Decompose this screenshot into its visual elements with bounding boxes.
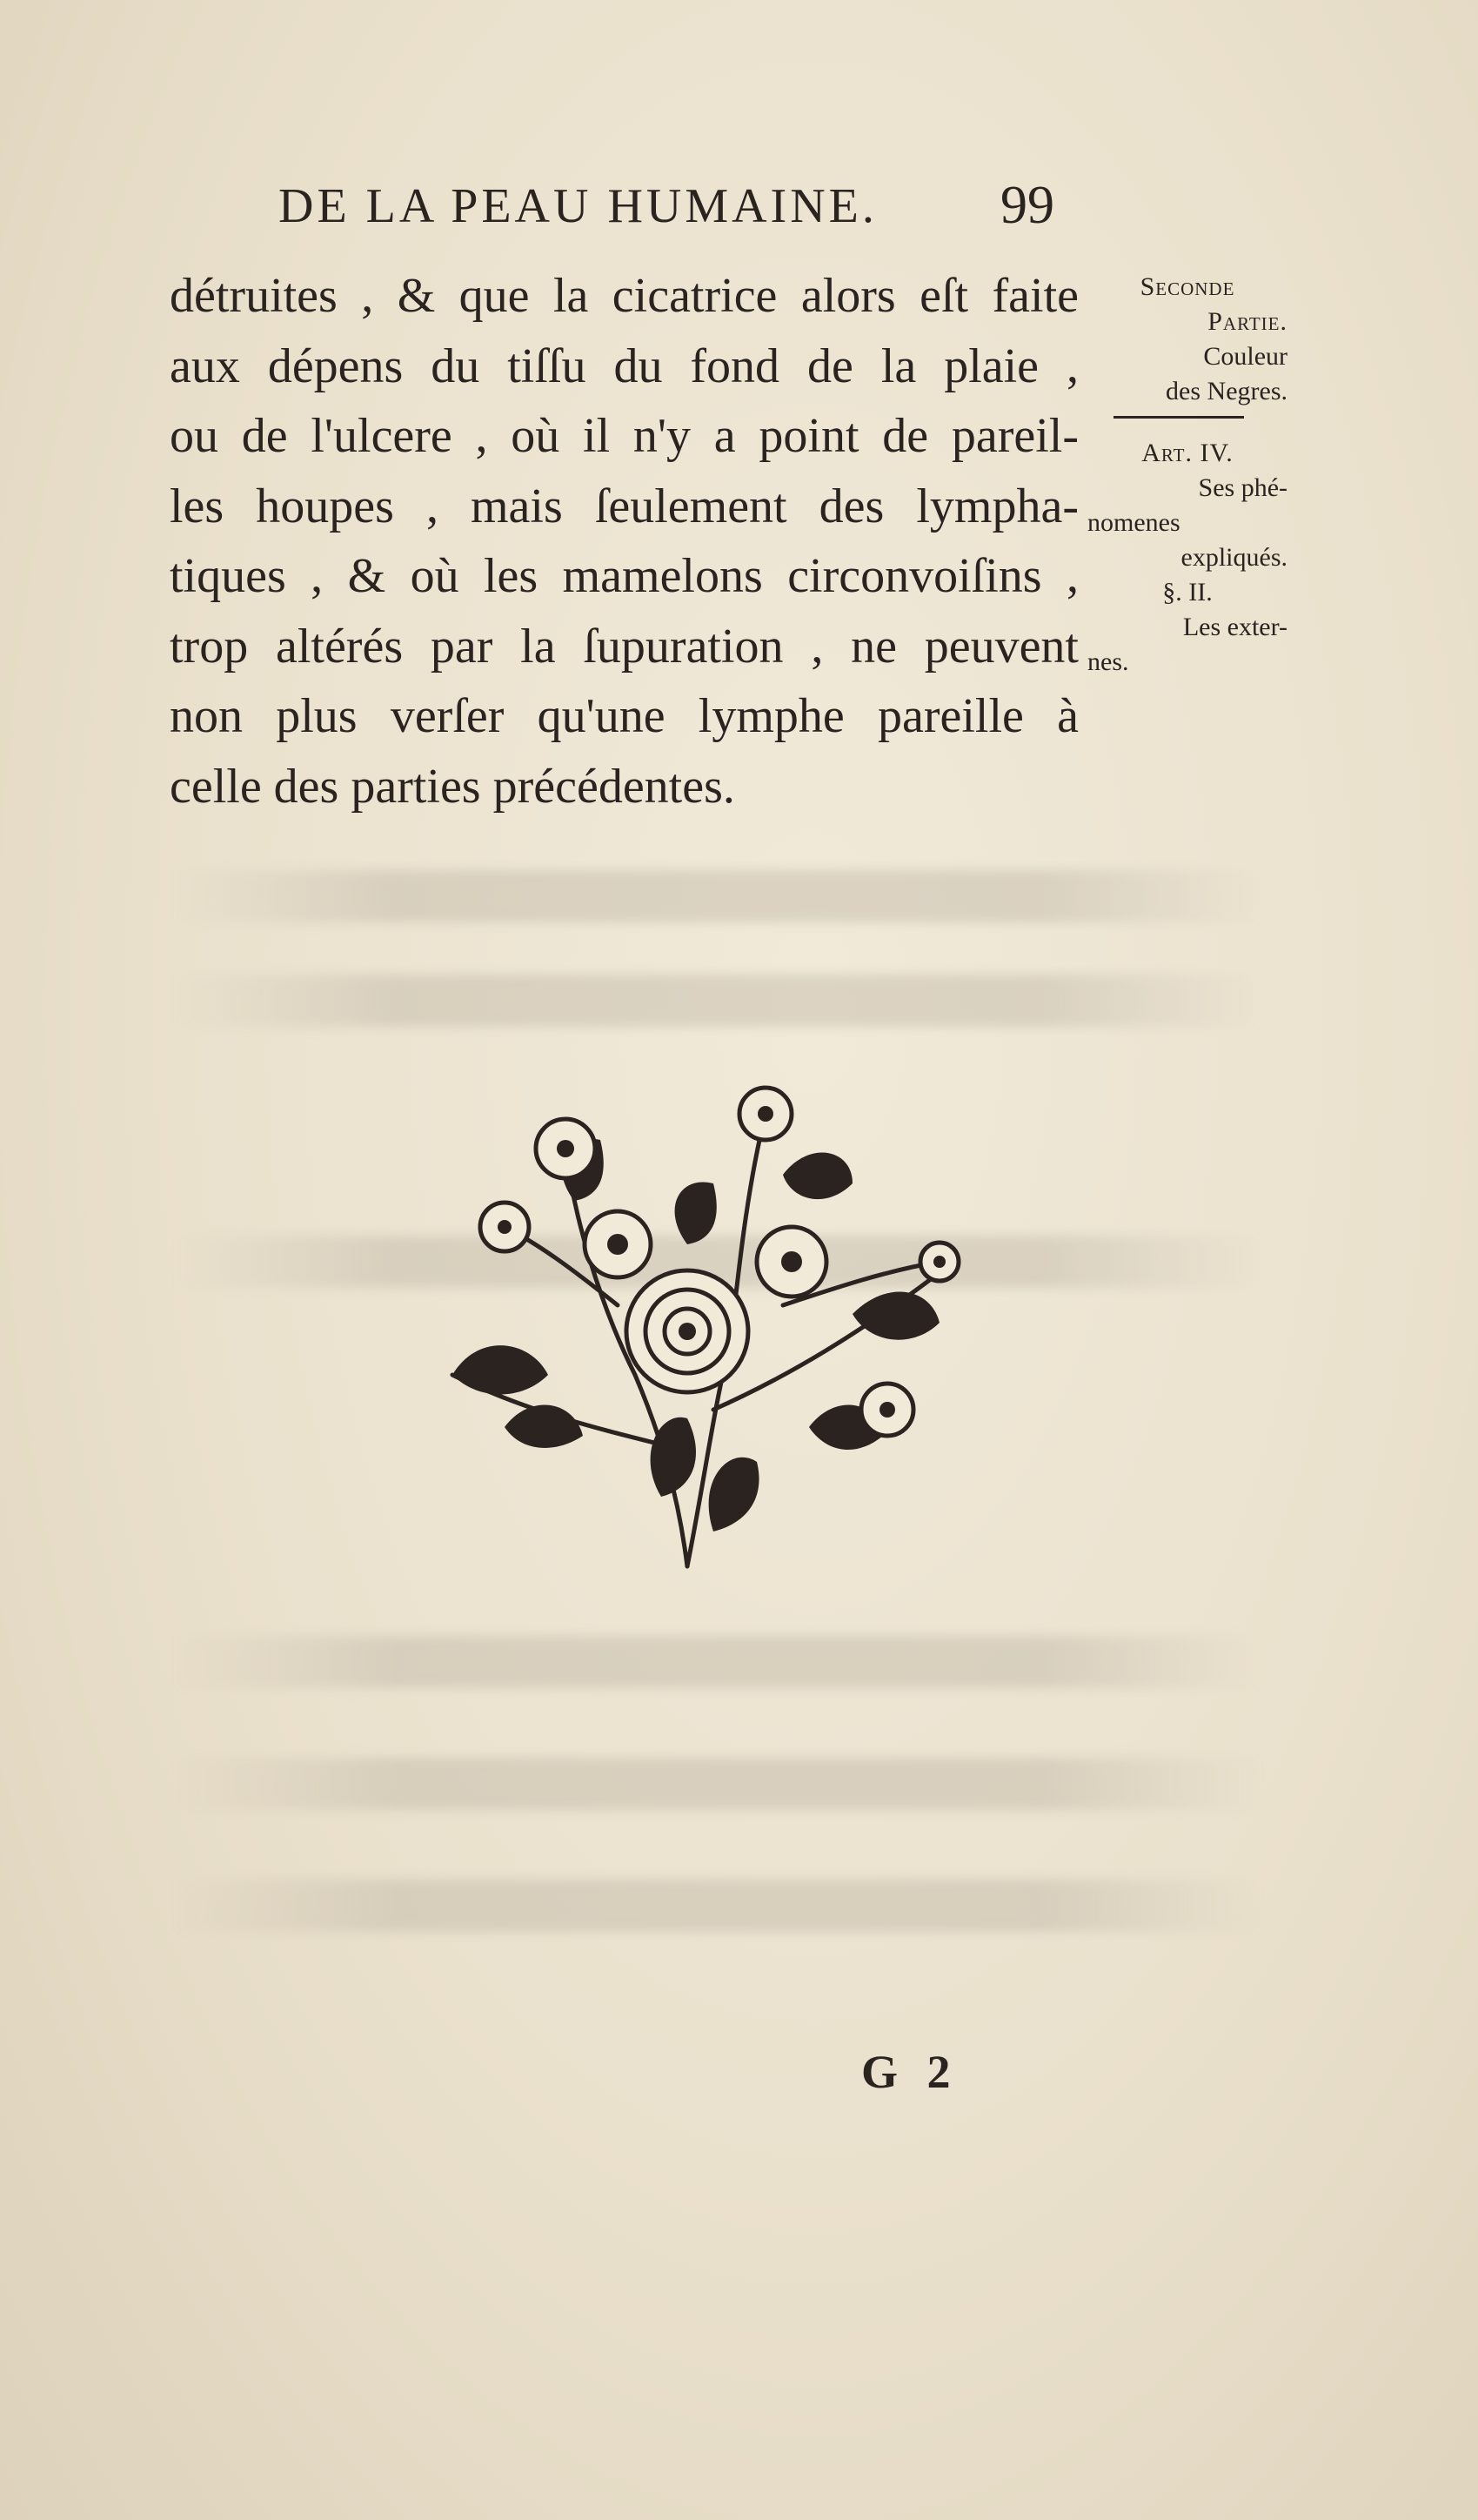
body-text: [170, 261, 1079, 821]
show-through-band: [174, 1758, 1261, 1810]
show-through-band: [174, 1880, 1261, 1932]
text-line: aux dépens du tiſſu du fond de la plaie ,: [170, 338, 1079, 393]
margin-topic: des Negres.: [1166, 377, 1287, 405]
text-line: tiques , & où les mamelons circonvoiſins ,: [170, 549, 1079, 603]
floral-ornament-icon: [400, 1044, 992, 1584]
margin-rule: [1114, 416, 1244, 419]
margin-section: §. II.: [1162, 578, 1213, 607]
margin-article: Art. IV.: [1141, 439, 1234, 467]
margin-article: nomenes: [1087, 508, 1180, 537]
text-line: non plus verſer qu'une lymphe pareille à: [170, 689, 1079, 743]
margin-section: nes.: [1087, 647, 1129, 676]
text-line: détruites , & que la cicatrice alors eſt faite: [170, 269, 1079, 323]
show-through-band: [174, 975, 1261, 1027]
running-head: [278, 178, 1079, 234]
margin-topic: Couleur: [1203, 342, 1287, 371]
text-line: trop altérés par la ſupuration , ne peuvent: [170, 619, 1079, 674]
running-head-title: DE LA PEAU HUMAINE.: [278, 179, 878, 233]
margin-article: Ses phé-: [1198, 473, 1287, 502]
margin-part-label: Partie.: [1207, 307, 1287, 336]
text-line: celle des parties précédentes.: [170, 759, 735, 814]
text-line: ou de l'ulcere , où il n'y a point de pareil-: [170, 409, 1079, 463]
margin-notes: [1087, 270, 1287, 680]
margin-part-label: Seconde: [1140, 272, 1235, 301]
signature-mark: G 2: [861, 2046, 960, 2098]
text-line: les houpes , mais ſeulement des lympha-: [170, 479, 1079, 533]
margin-section: Les exter-: [1182, 613, 1287, 641]
page-number: 99: [1000, 176, 1054, 235]
show-through-band: [174, 870, 1261, 922]
margin-article: expliqués.: [1180, 543, 1287, 572]
show-through-band: [174, 1636, 1261, 1688]
